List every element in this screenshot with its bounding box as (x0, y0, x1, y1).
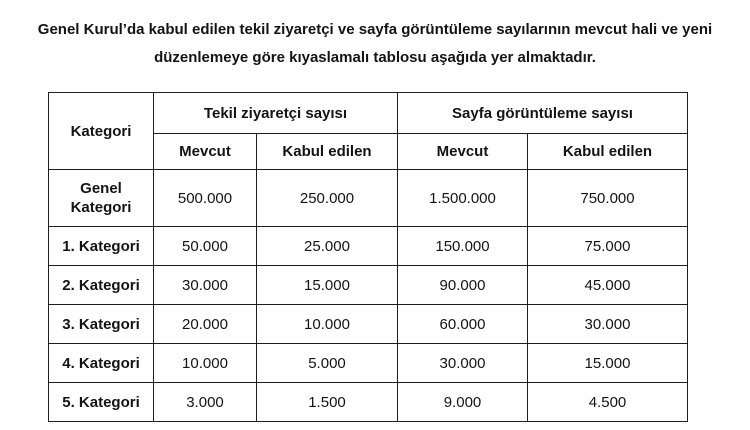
value-cell: 30.000 (154, 266, 257, 305)
value-cell: 15.000 (257, 266, 398, 305)
table-row (49, 305, 688, 344)
value-cell: 10.000 (154, 344, 257, 383)
table-row (49, 344, 688, 383)
value-cell: 90.000 (398, 266, 528, 305)
sub-header-kabul-edilen-1: Kabul edilen (257, 134, 398, 170)
comparison-table-container (48, 92, 688, 422)
value-cell: 4.500 (528, 383, 688, 422)
value-cell: 15.000 (528, 344, 688, 383)
value-cell: 1.500 (257, 383, 398, 422)
category-cell: 5. Kategori (49, 383, 154, 422)
value-cell: 50.000 (154, 227, 257, 266)
category-cell: 2. Kategori (49, 266, 154, 305)
value-cell: 5.000 (257, 344, 398, 383)
group-header-tekil-ziyaretci: Tekil ziyaretçi sayısı (154, 93, 398, 134)
sub-header-kabul-edilen-2: Kabul edilen (528, 134, 688, 170)
comparison-table (48, 92, 688, 422)
value-cell: 75.000 (528, 227, 688, 266)
value-cell: 10.000 (257, 305, 398, 344)
value-cell: 45.000 (528, 266, 688, 305)
header-group-row (49, 93, 688, 134)
table-row (49, 266, 688, 305)
category-cell: 4. Kategori (49, 344, 154, 383)
value-cell: 25.000 (257, 227, 398, 266)
value-cell: 60.000 (398, 305, 528, 344)
value-cell: 30.000 (528, 305, 688, 344)
table-row (49, 170, 688, 227)
category-cell: 1. Kategori (49, 227, 154, 266)
table-row (49, 383, 688, 422)
document-title (0, 16, 750, 72)
value-cell: 250.000 (257, 170, 398, 227)
sub-header-mevcut-2: Mevcut (398, 134, 528, 170)
category-cell: Genel Kategori (49, 170, 154, 227)
group-header-sayfa-goruntuleme: Sayfa görüntüleme sayısı (398, 93, 688, 134)
title-line-1: Genel Kurul’da kabul edilen tekil ziyaretçi ve sayfa görüntüleme sayılarının mevcut hali ve yeni (37, 21, 713, 38)
table-row (49, 227, 688, 266)
value-cell: 3.000 (154, 383, 257, 422)
value-cell: 1.500.000 (398, 170, 528, 227)
corner-header-kategori: Kategori (49, 93, 154, 170)
value-cell: 750.000 (528, 170, 688, 227)
value-cell: 150.000 (398, 227, 528, 266)
value-cell: 9.000 (398, 383, 528, 422)
category-cell: 3. Kategori (49, 305, 154, 344)
sub-header-mevcut-1: Mevcut (154, 134, 257, 170)
value-cell: 20.000 (154, 305, 257, 344)
value-cell: 500.000 (154, 170, 257, 227)
value-cell: 30.000 (398, 344, 528, 383)
title-line-2: düzenlemeye göre kıyaslamalı tablosu aşağıda yer almaktadır. (154, 49, 596, 66)
